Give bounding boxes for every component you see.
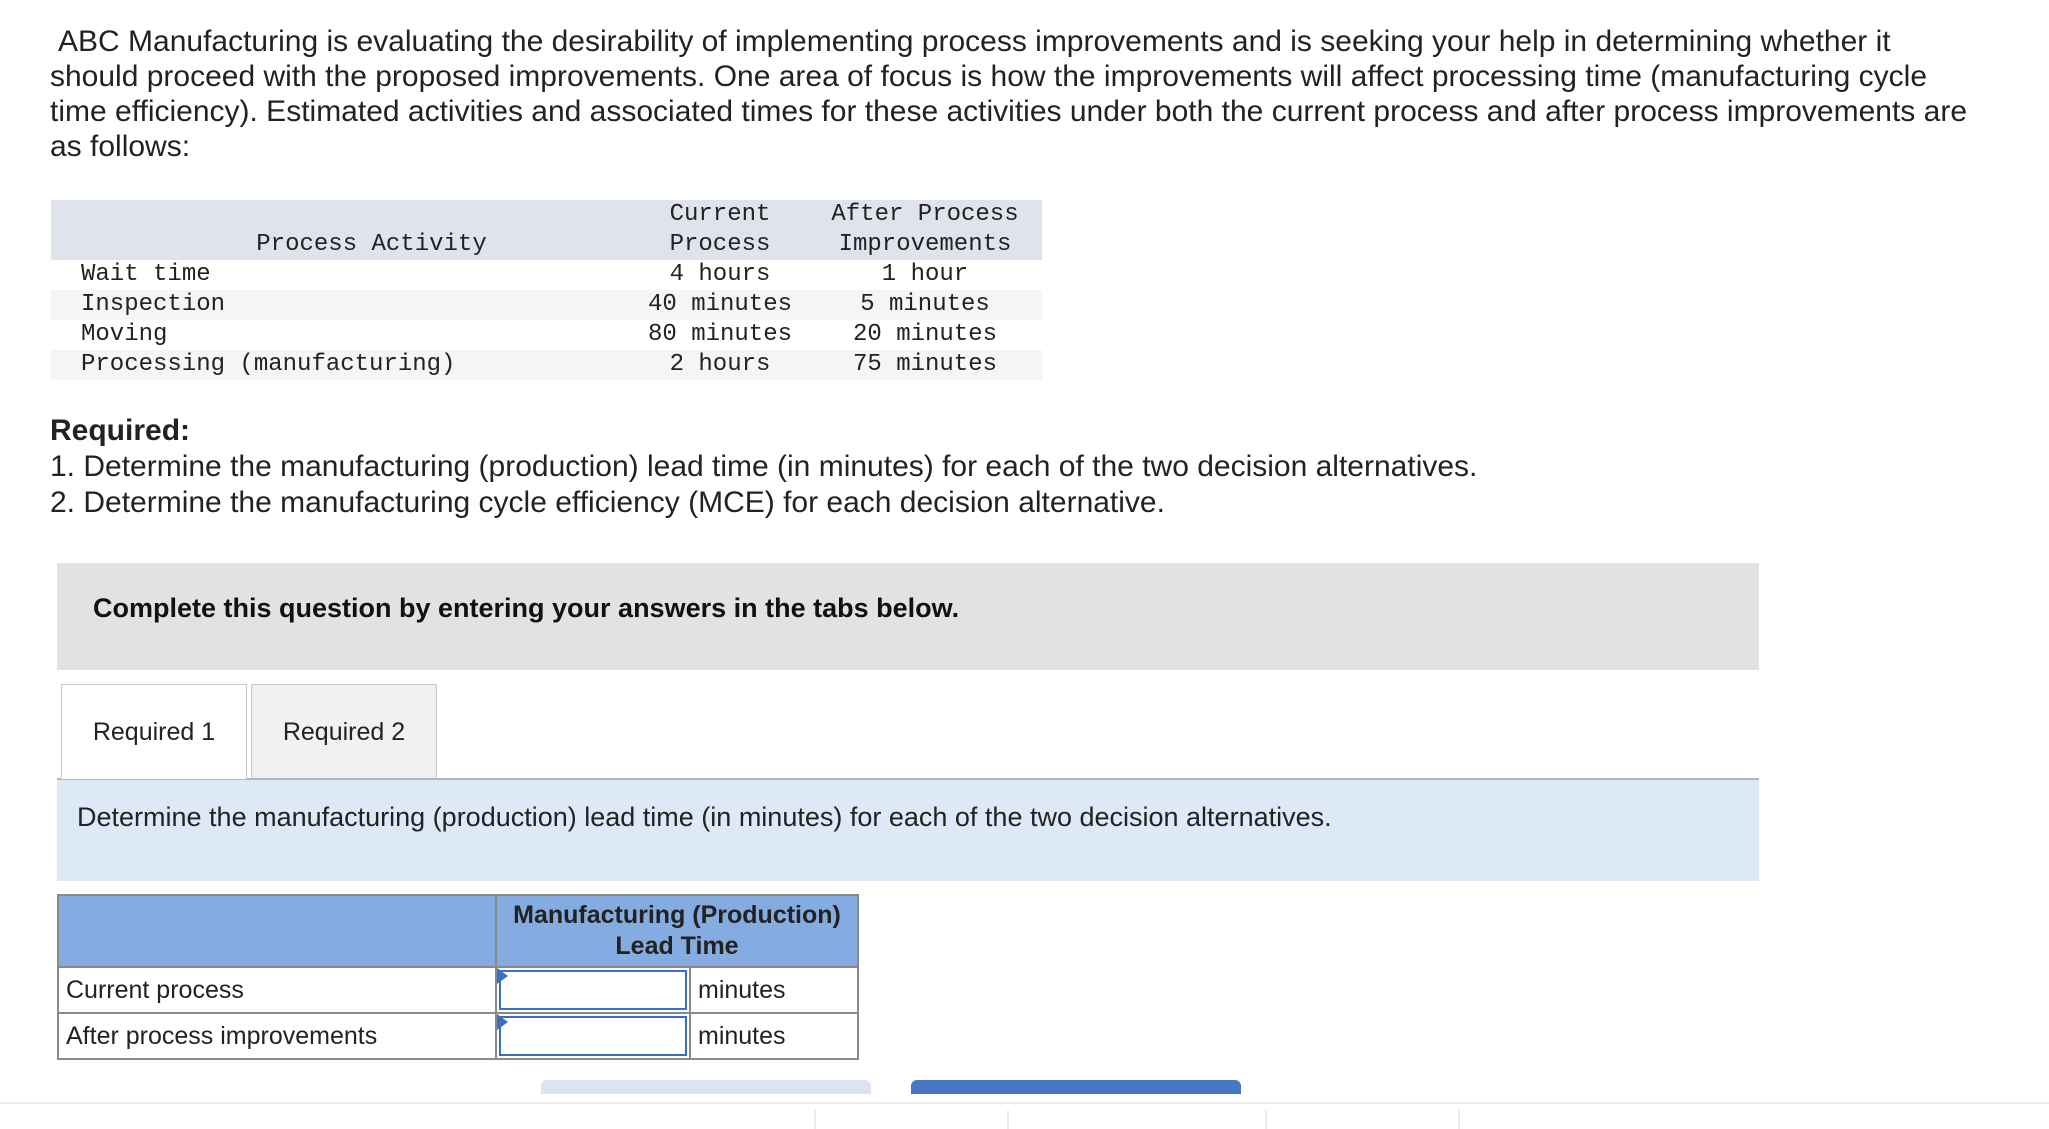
activity-after: 1 hour [881, 261, 969, 288]
footer-divider [0, 1102, 2049, 1104]
activity-current: 4 hours [669, 261, 771, 288]
answer-header-blank [58, 895, 496, 967]
activity-current: 2 hours [632, 350, 808, 380]
lead-time-after-input[interactable] [499, 1016, 687, 1056]
header-after-line1: After Process [808, 200, 1042, 230]
required-item-1: 1. Determine the manufacturing (production) lead time (in minutes) for each of the two decision alternatives. [50, 450, 1478, 483]
table-row [51, 350, 1042, 380]
activity-name: Moving [81, 321, 168, 348]
tab-required-2[interactable]: Required 2 [251, 684, 437, 779]
activity-after: 75 minutes [808, 350, 1042, 380]
unit-label: minutes [690, 1013, 858, 1059]
tab-panel-prompt [57, 778, 1759, 881]
activity-current: 40 minutes [632, 290, 808, 320]
header-process-activity: Process Activity [51, 200, 632, 260]
intro-text: ABC Manufacturing is evaluating the desirability of implementing process improvements and is seeking your help in determining whether it should proceed with the proposed improvements. One area of focus is how the improvements will affect processing time (manufacturing cycle time efficiency). Estimated activities and associated times for these activities under both the current process and after process improvements are as follows: [50, 25, 1967, 163]
instructions-text: Complete this question by entering your answers in the tabs below. [93, 593, 960, 623]
answer-table [57, 894, 859, 1060]
table-row [51, 290, 1042, 320]
activity-name: Processing (manufacturing) [51, 350, 632, 380]
row-label-after: After process improvements [58, 1013, 496, 1059]
header-current-line1: Current [632, 200, 808, 230]
footer-divider-tick [814, 1110, 816, 1129]
header-current-line2: Process [632, 230, 808, 260]
answer-header-lead-time [496, 895, 858, 967]
instructions-banner [57, 563, 1759, 670]
prev-tab-button[interactable] [541, 1080, 871, 1094]
flag-icon [497, 968, 508, 984]
activity-current: 80 minutes [647, 321, 793, 348]
lead-time-current-input[interactable] [499, 970, 687, 1010]
input-cell-current [496, 967, 690, 1013]
flag-icon [497, 1014, 508, 1030]
required-heading: Required: [50, 414, 191, 447]
table-row [58, 967, 858, 1013]
input-cell-after [496, 1013, 690, 1059]
answer-header-line1: Manufacturing (Production) [513, 901, 841, 929]
prompt-text: Determine the manufacturing (production) lead time (in minutes) for each of the two decision alternatives. [77, 802, 1332, 832]
unit-label: minutes [690, 967, 858, 1013]
next-tab-button[interactable] [911, 1080, 1241, 1094]
answer-header-line2: Lead Time [615, 932, 739, 960]
intro-paragraph [50, 24, 1970, 164]
activity-after: 20 minutes [852, 321, 998, 348]
footer-divider-tick [1265, 1110, 1267, 1129]
process-activity-table [51, 200, 1042, 380]
header-after-line2: Improvements [808, 230, 1042, 260]
footer-divider-tick [1007, 1110, 1009, 1129]
table-row [51, 260, 1042, 290]
activity-after: 5 minutes [808, 290, 1042, 320]
activity-name: Wait time [81, 261, 211, 288]
tab-required-1[interactable]: Required 1 [61, 684, 247, 779]
required-list [50, 449, 1950, 521]
table-row [51, 320, 1042, 350]
required-item-2: 2. Determine the manufacturing cycle efficiency (MCE) for each decision alternative. [50, 486, 1165, 519]
footer-divider-tick [1458, 1110, 1460, 1129]
row-label-current: Current process [58, 967, 496, 1013]
table-row [58, 1013, 858, 1059]
activity-name: Inspection [51, 290, 632, 320]
